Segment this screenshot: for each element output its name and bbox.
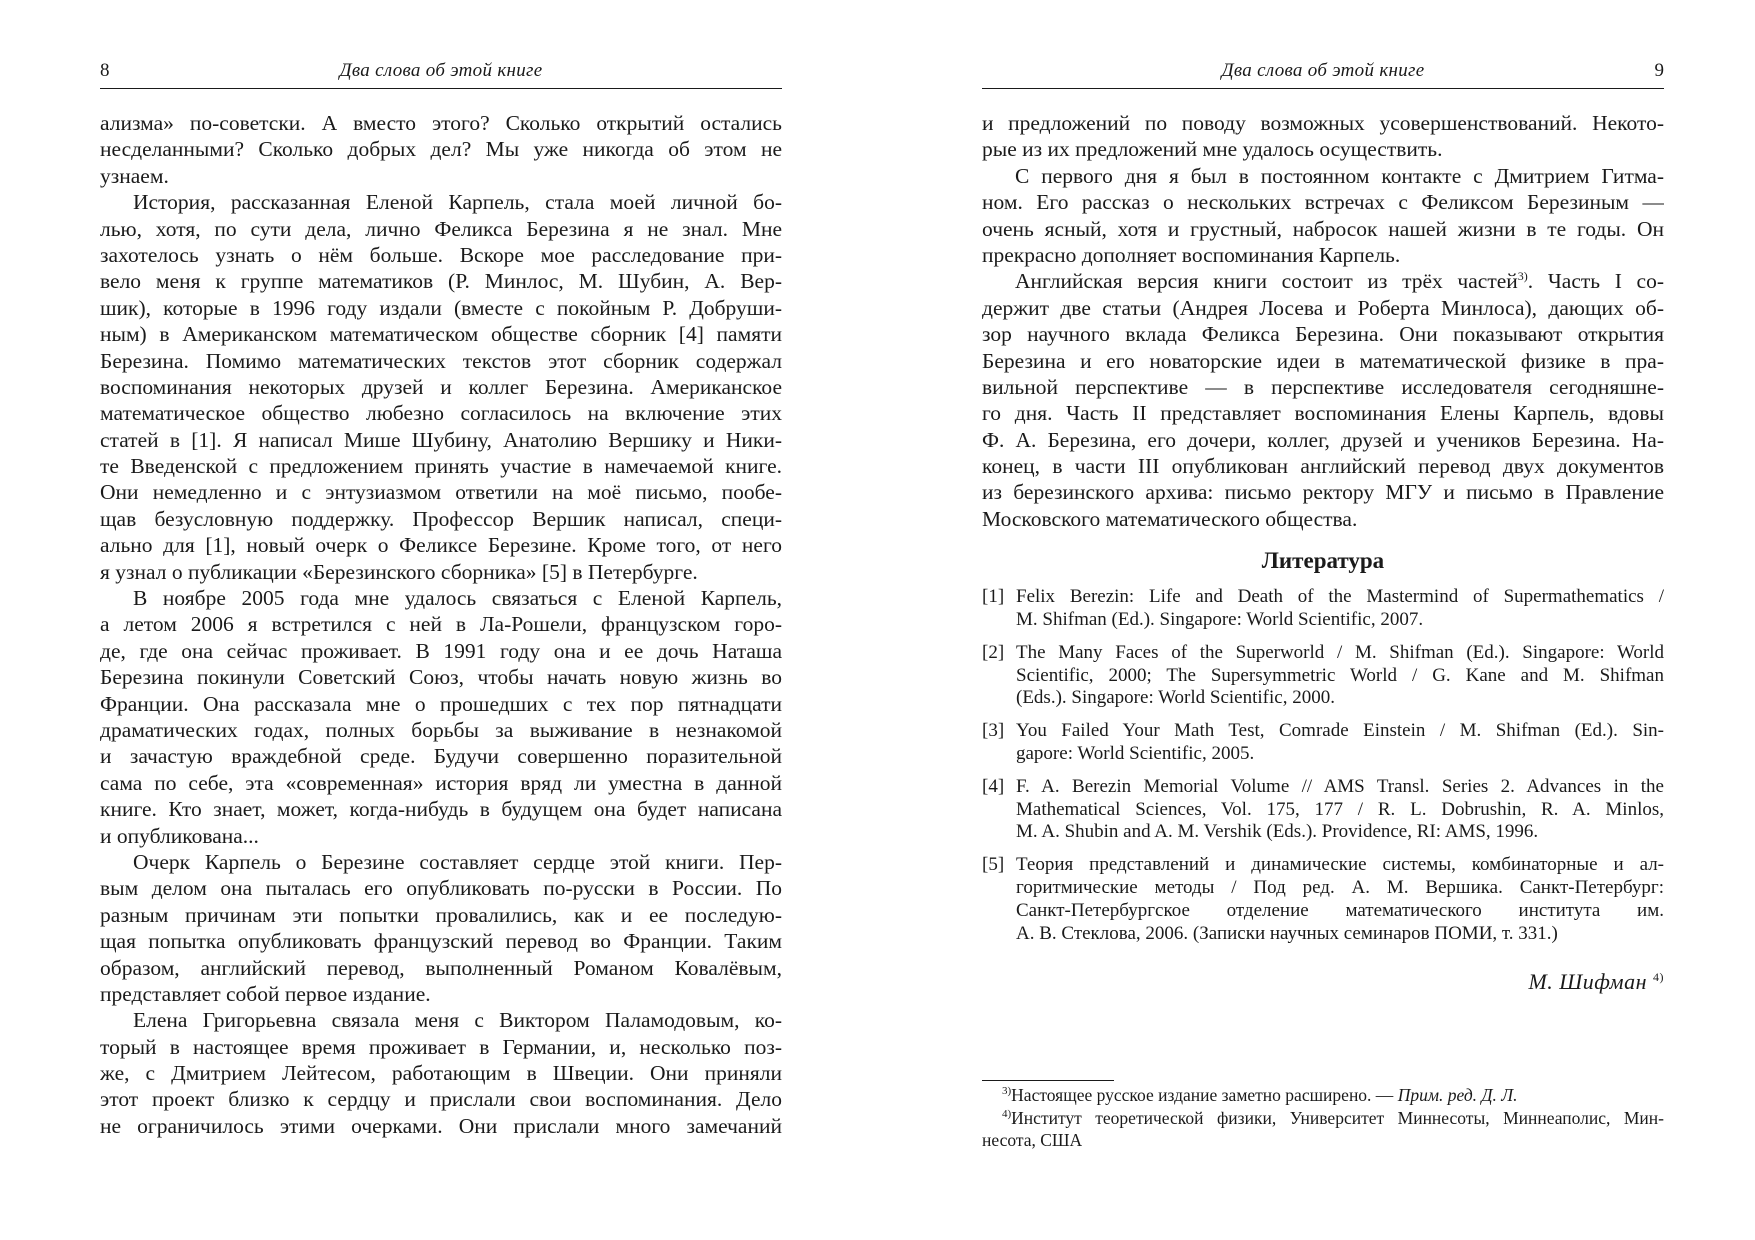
text-line: В ноябре 2005 года мне удалось связаться с Еленой Карпель,: [133, 586, 782, 611]
footnote-rule: [982, 1080, 1114, 1081]
reference-line: А. В. Стеклова, 2006. (Записки научных семинаров ПОМИ, т. 331.): [1016, 922, 1558, 944]
text-line: рые из их предложений мне удалось осуществить.: [982, 137, 1443, 162]
page-number: 9: [1654, 60, 1664, 81]
text-line: Березина покинули Советский Союз, чтобы начать новую жизнь во: [100, 665, 782, 690]
text-line: очень ясный, хотя и грустный, набросок нашей жизни в те годы. Он: [982, 216, 1664, 241]
footnotes: [982, 1084, 1664, 1152]
text-line: и предложений по поводу возможных усовершенствований. Некото-: [982, 111, 1664, 135]
footnote-editor-note: Прим. ред. Д. Л.: [1397, 1085, 1518, 1105]
text-line: несделанными? Сколько добрых дел? Мы уже никогда об этом не: [100, 137, 782, 162]
paragraph-block: [982, 295, 1664, 533]
text-line: [982, 268, 1664, 294]
text-line: образом, английский перевод, выполненный Романом Ковалёвым,: [100, 955, 782, 980]
text-line: те Введенской с предложением принять участие в намечаемой книге.: [100, 454, 782, 479]
text-line: шик), которые в 1996 году издали (вместе с покойным Р. Добруши-: [100, 295, 782, 320]
reference-line: You Failed Your Math Test, Comrade Einstein / M. Shifman (Ed.). Sin-: [1016, 720, 1664, 742]
footnote-3: [982, 1084, 1664, 1107]
footnote-ref-4[interactable]: 4): [1653, 970, 1664, 985]
text-line: ально для [1], новый очерк о Феликсе Березине. Кроме того, от него: [100, 533, 782, 558]
reference-item: [982, 720, 1664, 766]
text-line: представляет собой первое издание.: [100, 981, 431, 1006]
text-line: де, где она сейчас проживает. В 1991 году она и ее дочь Наташа: [100, 638, 782, 663]
text-line: Они немедленно и с энтузиазмом ответили на моё письмо, пообе-: [100, 480, 782, 505]
reference-line: Scientific, 2000; The Supersymmetric World / G. Kane and M. Shifman: [1016, 664, 1664, 686]
running-header: [100, 60, 782, 86]
references-list: [982, 586, 1664, 945]
text-line: не ограничилось этими очерками. Они прислали много замечаний: [100, 1113, 782, 1138]
text-line: Франции. Она рассказала мне о прошедших с тех пор пятнадцати: [100, 691, 782, 716]
reference-line: M. A. Shubin and A. M. Vershik (Eds.). Providence, RI: AMS, 1996.: [1016, 821, 1539, 843]
reference-line: gapore: World Scientific, 2005.: [1016, 743, 1255, 765]
text-line: го дня. Часть II представляет воспоминания Елены Карпель, вдовы: [982, 401, 1664, 426]
paragraph-block: [982, 110, 1664, 268]
reference-line: F. A. Berezin Memorial Volume // AMS Transl. Series 2. Advances in the: [1016, 775, 1664, 797]
text-line: сама по себе, эта «современная» история вряд ли уместна в данной: [100, 770, 782, 795]
references-heading: Литература: [1261, 548, 1385, 574]
text-line: и зачастую враждебной среде. Будучи совершенно поразительной: [100, 744, 782, 769]
reference-number: [3]: [982, 720, 1005, 742]
text-fragment: Английская версия книги состоит из трёх частей: [1015, 269, 1518, 294]
text-line: прекрасно дополняет воспоминания Карпель.: [982, 242, 1401, 267]
body-text: [982, 110, 1664, 996]
running-header: [982, 60, 1664, 86]
reference-item: [982, 586, 1664, 632]
text-line: математическое общество любезно согласилось на включение этих: [100, 401, 782, 426]
signature-name: М. Шифман: [1528, 969, 1647, 995]
text-line: а летом 2006 я встретился с ней в Ла-Рошели, французском горо-: [100, 612, 782, 637]
text-line: конец, в части III опубликован английский перевод двух документов: [982, 454, 1664, 479]
text-line: захотелось узнать о нём больше. Вскоре мое расследование при-: [100, 242, 782, 267]
text-line: лью, хотя, по сути дела, лично Феликса Березина я не знал. Мне: [100, 216, 782, 241]
text-line: История, рассказанная Еленой Карпель, стала моей личной бо-: [133, 190, 782, 215]
text-line: ализма» по-советски. А вместо этого? Сколько открытий остались: [100, 111, 782, 135]
text-line: Березина и его новаторские идеи в математической физике в пра-: [982, 348, 1664, 373]
running-title: Два слова об этой книге: [339, 60, 543, 81]
reference-line: Теория представлений и динамические системы, комбинаторные и ал-: [1016, 854, 1664, 876]
reference-number: [1]: [982, 586, 1005, 608]
reference-number: [4]: [982, 775, 1005, 797]
footnote-4: [982, 1107, 1664, 1130]
reference-number: [2]: [982, 641, 1005, 663]
author-signature: [982, 969, 1664, 995]
text-line: Елена Григорьевна связала меня с Виктором Паламодовым, ко-: [133, 1008, 782, 1033]
footnote-mark: 4): [1002, 1107, 1012, 1120]
header-rule: [100, 88, 782, 89]
text-line: же, с Дмитрием Лейтесом, работающим в Швеции. Они приняли: [100, 1061, 782, 1086]
text-line: ном. Его рассказ о нескольких встречах с Феликсом Березиным —: [982, 190, 1664, 215]
text-line: С первого дня я был в постоянном контакте с Дмитрием Гитма-: [1015, 163, 1664, 188]
footnote-text: Институт теоретической физики, Университет Миннесоты, Миннеаполис, Мин-: [1011, 1107, 1664, 1128]
running-title: Два слова об этой книге: [1221, 60, 1425, 81]
text-line: торый в настоящее время проживает в Германии, и, несколько поз-: [100, 1034, 782, 1059]
text-line: вело меня к группе математиков (Р. Минлос, М. Шубин, А. Вер-: [100, 269, 782, 294]
text-fragment: . Часть I со-: [1527, 269, 1664, 294]
footnote-text: Настоящее русское издание заметно расширено. —: [1011, 1085, 1398, 1105]
text-line: держит две статьи (Андрея Лосева и Роберта Минлоса), дающих об-: [982, 295, 1664, 320]
text-line: драматических годах, полных борьбы за выживание в незнакомой: [100, 717, 782, 742]
text-line: и опубликована...: [100, 823, 259, 848]
text-line: разным причинам эти попытки провалились, как и ее последую-: [100, 902, 782, 927]
text-line: Березина. Помимо математических текстов этот сборник содержал: [100, 348, 782, 373]
text-line: вильной перспективе — в перспективе исследователя сегодняшне-: [982, 374, 1664, 399]
header-rule: [982, 88, 1664, 89]
reference-item: [982, 642, 1664, 710]
text-line: этот проект близко к сердцу и прислали свои воспоминания. Дело: [100, 1087, 782, 1112]
text-line: я узнал о публикации «Березинского сборника» [5] в Петербурге.: [100, 559, 698, 584]
text-line: из березинского архива: письмо ректору МГУ и письмо в Правление: [982, 480, 1664, 505]
body-text: [100, 110, 782, 1139]
reference-item: [982, 854, 1664, 945]
text-line: воспоминания некоторых друзей и коллег Березина. Американское: [100, 374, 782, 399]
reference-line: (Eds.). Singapore: World Scientific, 2000.: [1016, 687, 1335, 709]
text-line: статей в [1]. Я написал Мише Шубину, Анатолию Вершику и Ники-: [100, 427, 782, 452]
text-line: ным) в Американском математическом обществе сборник [4] памяти: [100, 322, 782, 347]
reference-line: The Many Faces of the Superworld / M. Shifman (Ed.). Singapore: World: [1016, 641, 1664, 663]
text-line: Ф. А. Березина, его дочери, коллег, друзей и учеников Березина. На-: [982, 427, 1664, 452]
reference-number: [5]: [982, 854, 1005, 876]
text-line: Очерк Карпель о Березине составляет сердце этой книги. Пер-: [133, 849, 782, 874]
text-line: щав безусловную поддержку. Профессор Вершик написал, специ-: [100, 506, 782, 531]
reference-line: Felix Berezin: Life and Death of the Mastermind of Supermathematics /: [1016, 586, 1664, 608]
reference-line: горитмические методы / Под ред. А. М. Вершика. Санкт-Петербург:: [1016, 877, 1664, 899]
reference-line: Mathematical Sciences, Vol. 175, 177 / R. L. Dobrushin, R. A. Minlos,: [1016, 798, 1664, 820]
text-line: узнаем.: [100, 163, 169, 188]
reference-line: M. Shifman (Ed.). Singapore: World Scientific, 2007.: [1016, 609, 1424, 631]
footnote-4-continued: несота, США: [982, 1130, 1083, 1150]
text-line: щая попытка опубликовать французский перевод во Франции. Таким: [100, 929, 782, 954]
text-line: Московского математического общества.: [982, 506, 1358, 531]
footnote-mark: 3): [1002, 1085, 1012, 1097]
reference-line: Санкт-Петербургское отделение математического института им.: [1016, 899, 1664, 921]
footnote-ref-3[interactable]: 3): [1517, 269, 1528, 284]
text-line: вым делом она пыталась его опубликовать по-русски в России. По: [100, 876, 782, 901]
page-number: 8: [100, 60, 110, 81]
text-line: книге. Кто знает, может, когда-нибудь в будущем она будет написана: [100, 797, 782, 822]
text-line: зор научного вклада Феликса Березина. Они показывают открытия: [982, 322, 1664, 347]
reference-item: [982, 776, 1664, 844]
